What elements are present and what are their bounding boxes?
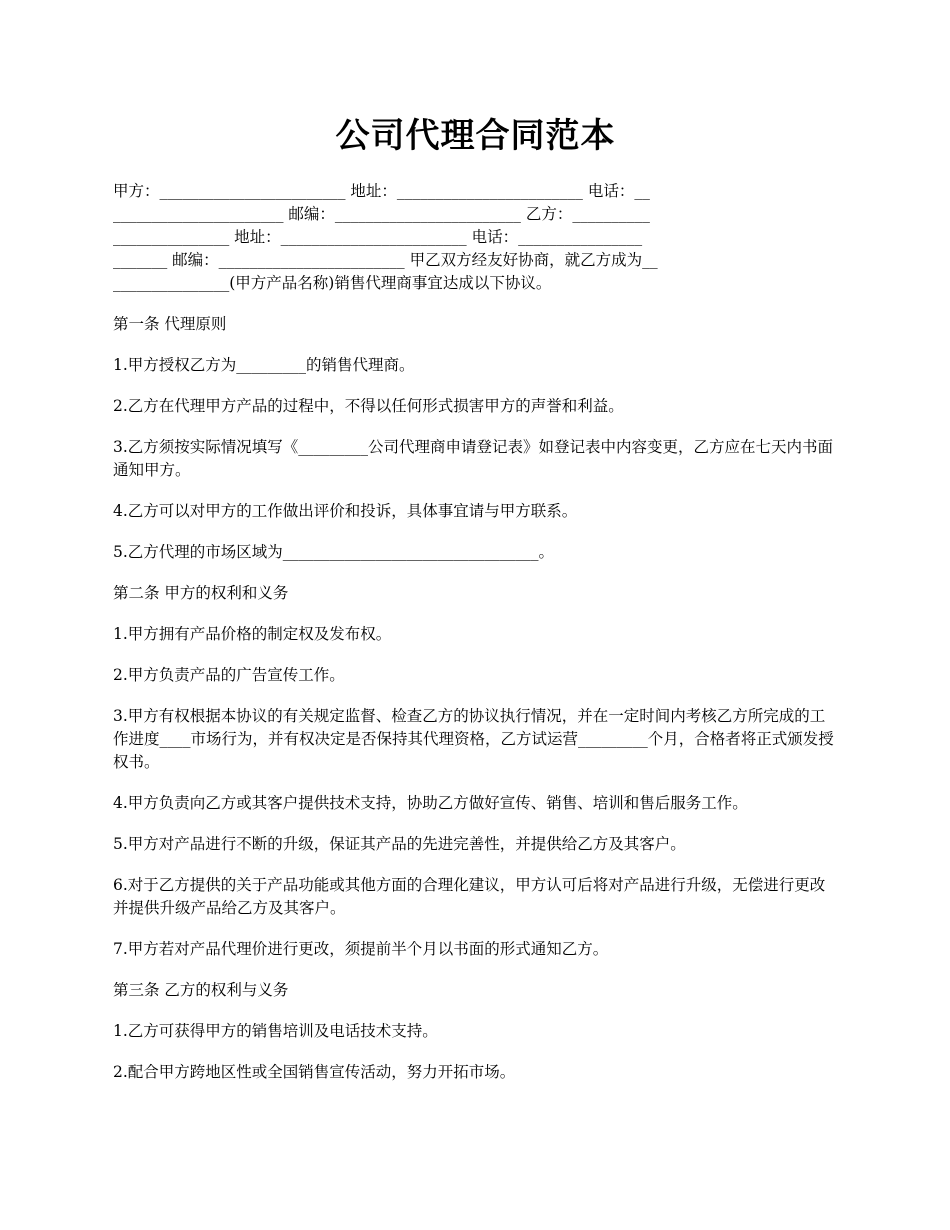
party-info-line: _______________(甲方产品名称)销售代理商事宜达成以下协议。 bbox=[113, 274, 552, 292]
article-heading: 第三条 乙方的权利与义务 bbox=[113, 981, 289, 999]
clause-paragraph: 1.甲方授权乙方为_________的销售代理商。 bbox=[113, 356, 415, 374]
clause-paragraph: 6.对于乙方提供的关于产品功能或其他方面的合理化建议，甲方认可后将对产品进行升级，无偿进行更改并提供升级产品给乙方及其客户。 bbox=[113, 876, 826, 917]
clause-paragraph: 5.甲方对产品进行不断的升级，保证其产品的先进完善性，并提供给乙方及其客户。 bbox=[113, 835, 686, 853]
party-info-line: _______________ 地址：________________________ 电话：________________ bbox=[113, 228, 643, 246]
party-info-line: 甲方：________________________ 地址：________________________ 电话：__ bbox=[113, 182, 650, 200]
document-title: 公司代理合同范本 bbox=[335, 116, 616, 156]
clause-paragraph: 3.乙方须按实际情况填写《_________公司代理商申请登记表》如登记表中内容变更，乙方应在七天内书面通知甲方。 bbox=[113, 438, 834, 479]
clause-paragraph: 4.乙方可以对甲方的工作做出评价和投诉，具体事宜请与甲方联系。 bbox=[113, 502, 578, 520]
clause-paragraph: 3.甲方有权根据本协议的有关规定监督、检查乙方的协议执行情况，并在一定时间内考核乙方所完成的工作进度____市场行为，并有权决定是否保持其代理资格，乙方试运营_________个月，合格者将正式颁发授权书。 bbox=[113, 707, 834, 771]
article-heading: 第一条 代理原则 bbox=[113, 315, 227, 333]
party-info-line: _______ 邮编：________________________ 甲乙双方经友好协商，就乙方成为__ bbox=[113, 251, 658, 269]
party-info-block bbox=[113, 180, 838, 295]
party-info-line: ______________________ 邮编：________________________ 乙方：__________ bbox=[113, 205, 650, 223]
article-heading: 第二条 甲方的权利和义务 bbox=[113, 584, 289, 602]
clause-paragraph: 1.甲方拥有产品价格的制定权及发布权。 bbox=[113, 625, 392, 643]
clause-paragraph: 2.甲方负责产品的广告宣传工作。 bbox=[113, 666, 345, 684]
clause-paragraph: 1.乙方可获得甲方的销售培训及电话技术支持。 bbox=[113, 1022, 438, 1040]
clause-paragraph: 5.乙方代理的市场区域为_________________________________。 bbox=[113, 543, 555, 561]
clause-paragraph: 7.甲方若对产品代理价进行更改，须提前半个月以书面的形式通知乙方。 bbox=[113, 940, 609, 958]
clause-paragraph: 2.乙方在代理甲方产品的过程中，不得以任何形式损害甲方的声誉和利益。 bbox=[113, 397, 624, 415]
clause-paragraph: 4.甲方负责向乙方或其客户提供技术支持，协助乙方做好宣传、销售、培训和售后服务工作。 bbox=[113, 794, 748, 812]
clause-paragraph: 2.配合甲方跨地区性或全国销售宣传活动，努力开拓市场。 bbox=[113, 1063, 516, 1081]
